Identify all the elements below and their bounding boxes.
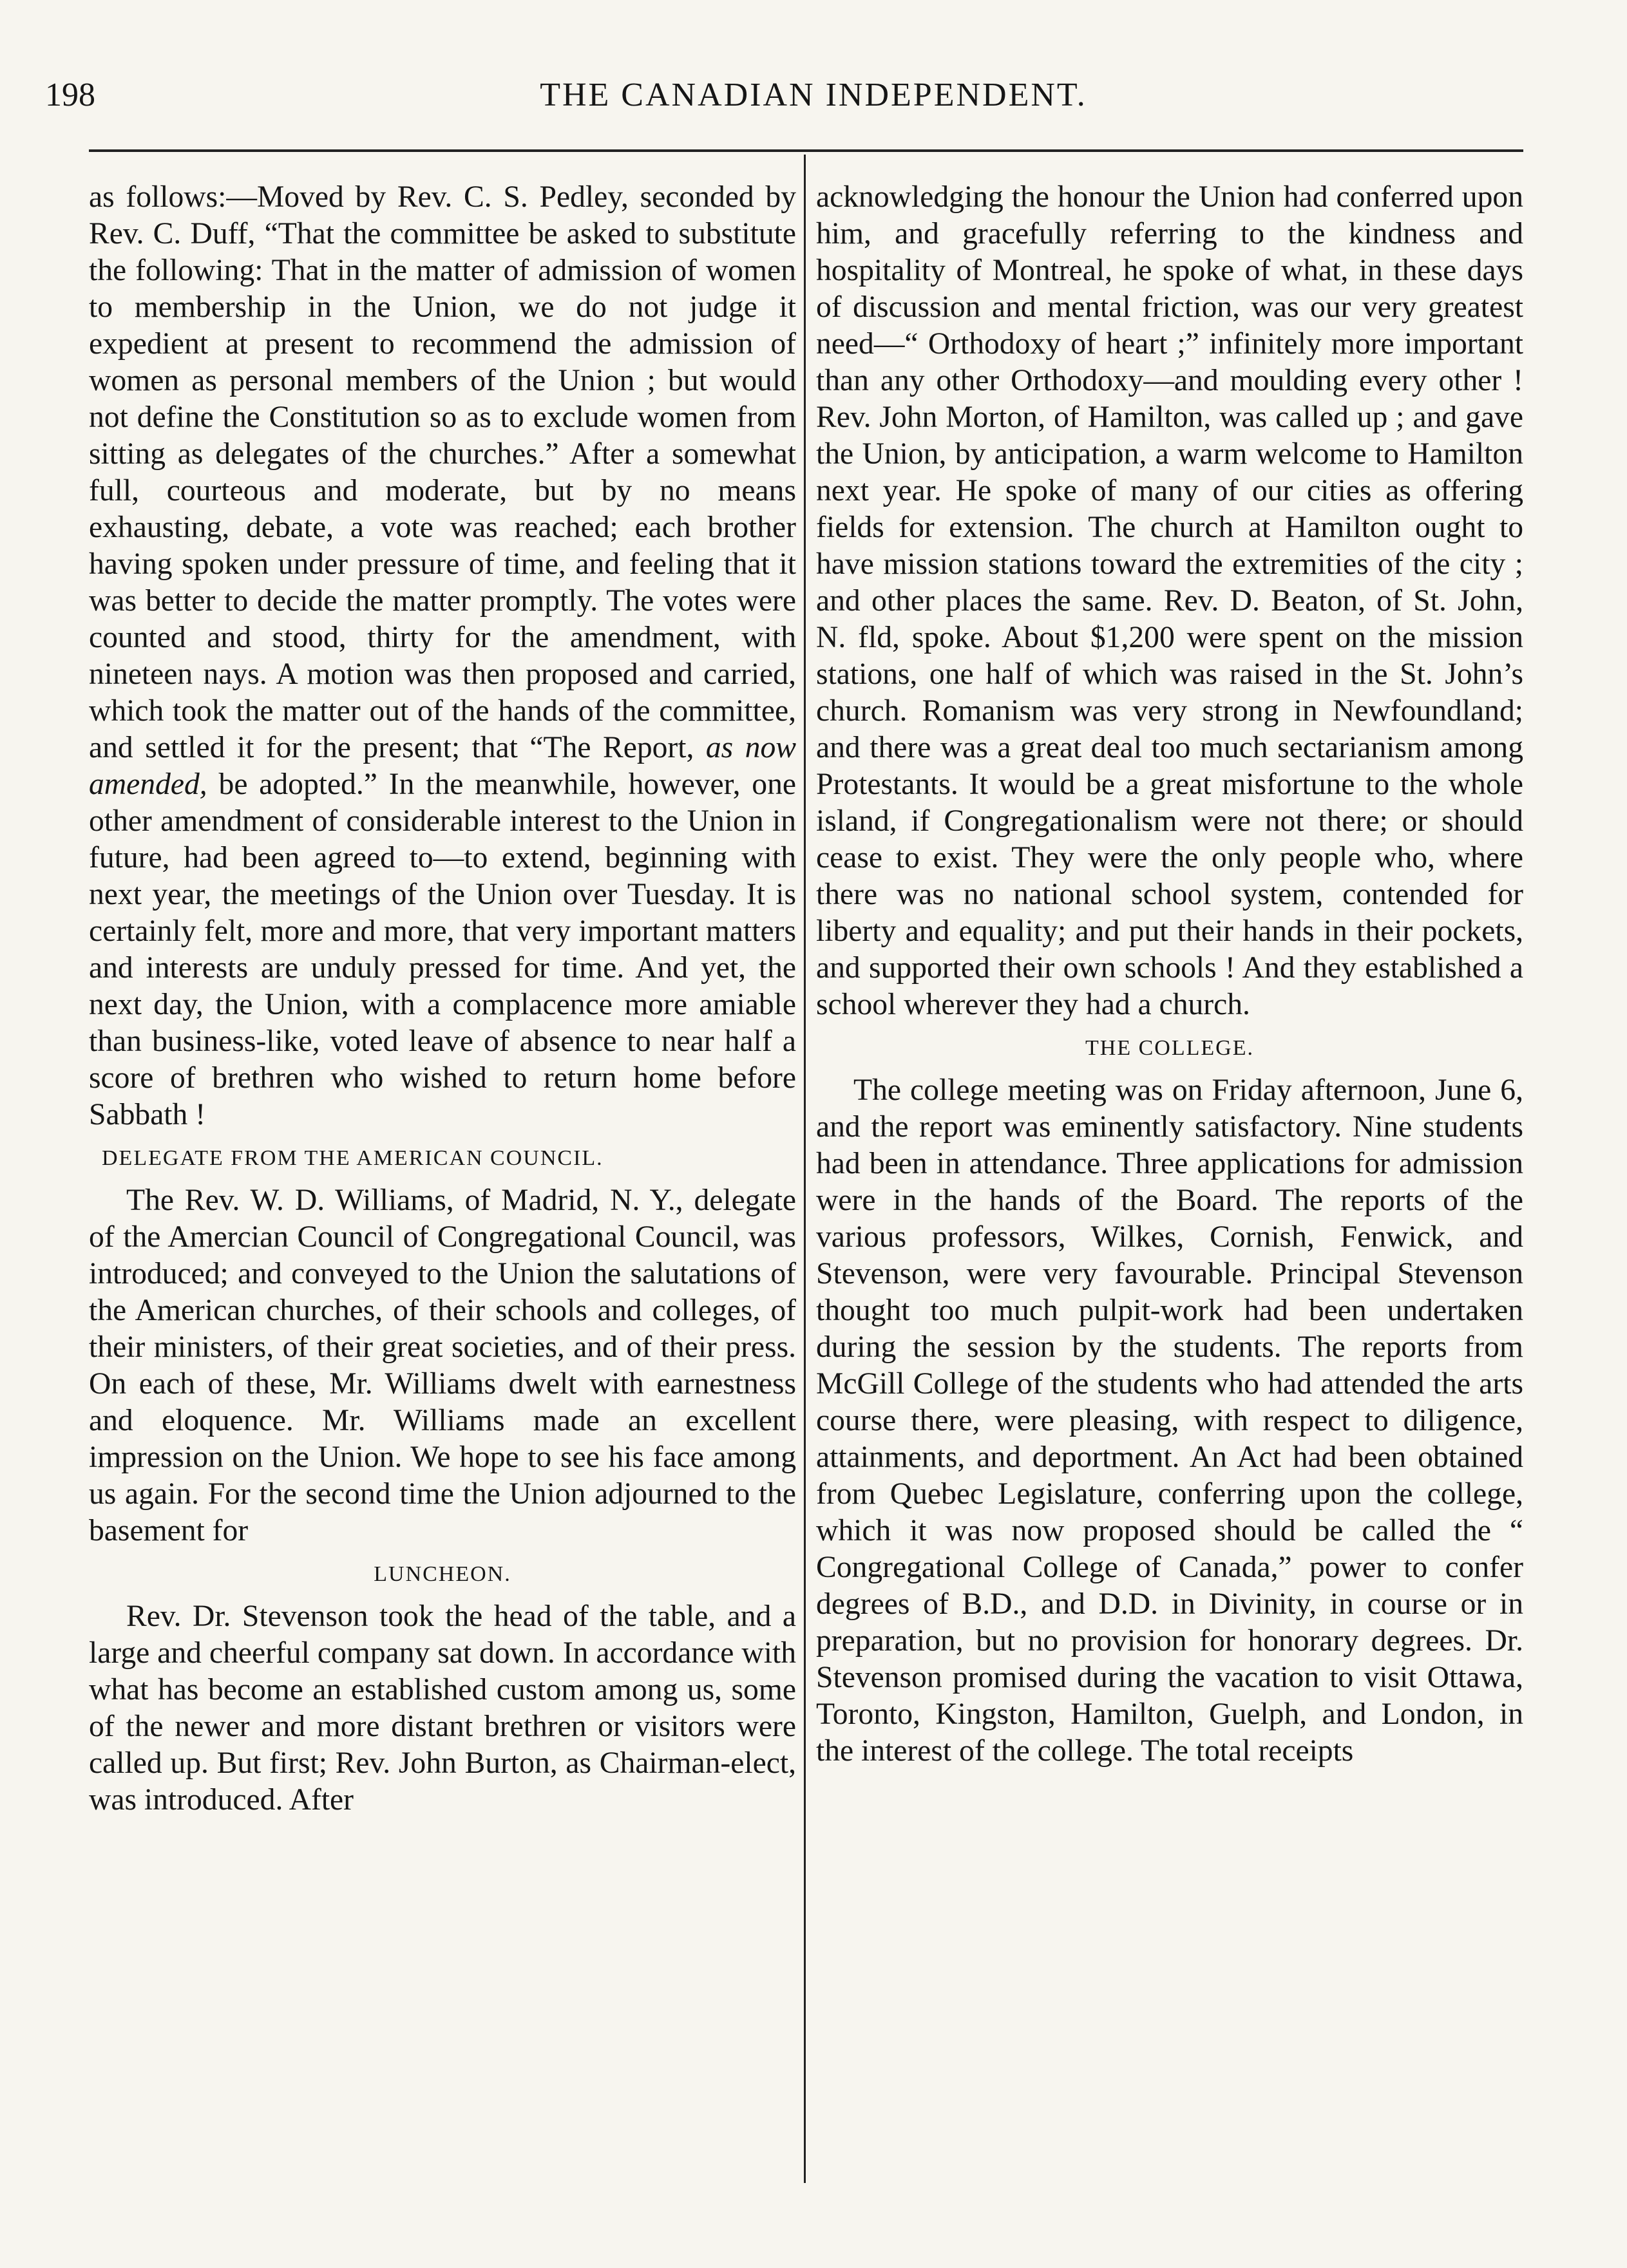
left-paragraph-1 [89,179,796,1133]
right-column [816,179,1523,1770]
column-divider [804,155,806,2183]
left-paragraph-2: The Rev. W. D. Williams, of Madrid, N. Y., delegate of the Amercian Council of Congregational Council, was introduced; and conveyed to the Union the salutations of the American churches, of their schools and colleges, of their ministers, of their great societies, and of their press. On each of these, Mr. Williams dwelt with earnestness and eloquence. Mr. Williams made an excellent impression on the Union. We hope to see his face among us again. For the second time the Union adjourned to the basement for [89,1184,796,1547]
left-paragraph-3: Rev. Dr. Stevenson took the head of the table, and a large and cheerful company sat down. In accordance with what has become an established custom among us, some of the newer and more distant brethren or visitors were called up. But first; Rev. John Burton, as Chairman-elect, was introduced. After [89,1600,796,1817]
running-head: THE CANADIAN INDEPENDENT. [540,77,1087,113]
section-heading-delegate: DELEGATE FROM THE AMERICAN COUNCIL. [102,1146,604,1170]
section-heading-college: THE COLLEGE. [1085,1036,1254,1060]
left-p1-emphasis: as now amended, [89,731,797,801]
left-p1-text: as follows:—Moved by Rev. C. S. Pedley, seconded by Rev. C. Duff, “That the committee be asked to substitute the following: That in the matter of admission of women to membership in the Union, we do not judge it expedient at present to recommend the admission of women as personal members of the Union ; but would not define the Constitution so as to exclude women from sitting as delegates of the churches.” After a somewhat full, courteous and moderate, but by no means exhausting, debate, a vote was reached; each brother having spoken under pressure of time, and feeling that it was better to decide the matter promptly. The votes were counted and stood, thirty for the amendment, with nineteen nays. A motion was then proposed and carried, which took the matter out of the hands of the committee, and settled it for the present; that “The Report, [89,180,796,764]
left-column [89,179,796,1819]
page-number: 198 [45,77,95,113]
section-heading-luncheon: LUNCHEON. [374,1562,511,1586]
right-paragraph-2: The college meeting was on Friday afternoon, June 6, and the report was eminently satisfactory. Nine students had been in attendance. Three applications for admission were in the hands of the Board. The reports of the various professors, Wilkes, Cornish, Fenwick, and Stevenson, were very favourable. Principal Stevenson thought too much pulpit-work had been undertaken during the session by the students. The reports from McGill College of the students who had attended the arts course there, were pleasing, with respect to diligence, attainments, and deportment. An Act had been obtained from Quebec Legislature, conferring upon the college, which it was now proposed should be called the “ Congregational College of Canada,” power to confer degrees of B.D., and D.D. in Divinity, in course or in preparation, but no provision for honorary degrees. Dr. Stevenson promised during the vacation to visit Ottawa, Toronto, Kingston, Hamilton, Guelph, and London, in the interest of the college. The total receipts [816,1073,1523,1768]
left-p1-end: be adopted.” In the meanwhile, however, one other amendment of considerable interest to the Union in future, had been agreed to—to extend, beginning with next year, the meetings of the Union over Tuesday. It is certainly felt, more and more, that very important matters and interests are unduly pressed for time. And yet, the next day, the Union, with a complacence more amiable than business-like, voted leave of absence to near half a score of brethren who wished to return home before Sabbath ! [89,768,796,1131]
header-rule [89,149,1523,152]
right-paragraph-1: acknowledging the honour the Union had conferred upon him, and gracefully referring to the kindness and hospitality of Montreal, he spoke of what, in these days of discussion and mental friction, was our very greatest need—“ Orthodoxy of heart ;” infinitely more important than any other Orthodoxy—and moulding every other ! Rev. John Morton, of Hamilton, was called up ; and gave the Union, by anticipation, a warm welcome to Hamilton next year. He spoke of many of our cities as offering fields for extension. The church at Hamilton ought to have mission stations toward the extremities of the city ; and other places the same. Rev. D. Beaton, of St. John, N. fld, spoke. About $1,200 were spent on the mission stations, one half of which was raised in the St. John’s church. Romanism was very strong in Newfoundland; and there was a great deal too much sectarianism among Protestants. It would be a great misfortune to the whole island, if Congregationalism were not there; or should cease to exist. They were the only people who, where there was no national school system, contended for liberty and equality; and put their hands in their pockets, and supported their own schools ! And they established a school wherever they had a church. [816,180,1523,1021]
